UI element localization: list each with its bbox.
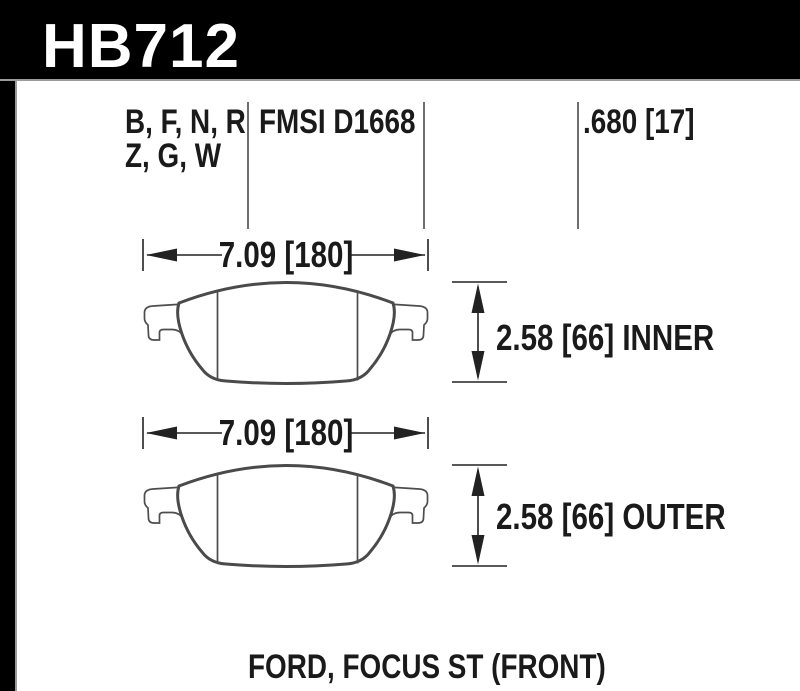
arrow-up-icon: [472, 467, 485, 497]
pad-body-outline: [178, 283, 395, 384]
arrow-down-icon: [472, 351, 485, 381]
part-number: HB712: [42, 12, 240, 81]
arrow-up-icon: [472, 284, 485, 314]
application-name: FORD, FOCUS ST (FRONT): [248, 648, 606, 686]
compound-codes-line1: B, F, N, R: [125, 103, 246, 141]
pad-thickness: .680 [17]: [583, 103, 695, 141]
fmsi-number: FMSI D1668: [259, 103, 416, 141]
inner-height-label: 2.58 [66] INNER: [496, 317, 715, 358]
arrow-down-icon: [472, 535, 485, 565]
inner-width-label: 7.09 [180]: [218, 234, 354, 275]
outer-height-label: 2.58 [66] OUTER: [496, 496, 726, 537]
compound-codes-line2: Z, G, W: [125, 137, 222, 175]
brake-pad-outer-drawing: [145, 466, 428, 567]
brake-pad-inner-drawing: [145, 283, 428, 384]
outer-width-label: 7.09 [180]: [218, 412, 354, 453]
